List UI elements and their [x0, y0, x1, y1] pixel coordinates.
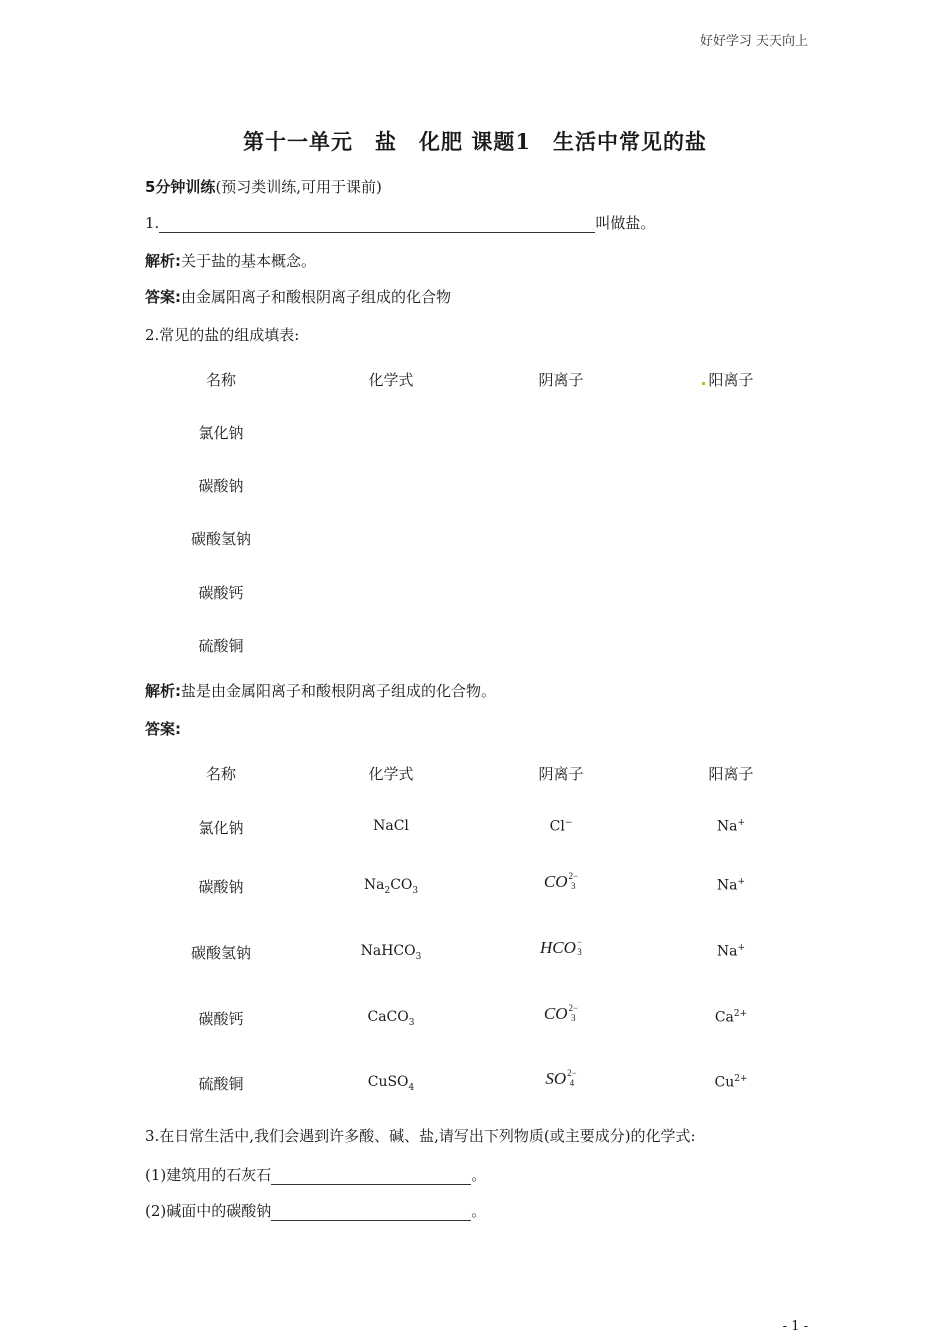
section-note: (预习类训练,可用于课前): [215, 178, 382, 196]
answer-header-cation: 阳离子: [708, 765, 754, 783]
question-2: 2.常见的盐的组成填表:: [145, 326, 300, 344]
answer-label: 答案:: [145, 720, 181, 738]
answer-row-formula: NaHCO$_3$: [360, 943, 422, 962]
q1-number: 1.: [145, 214, 160, 232]
analysis-label: 解析:: [145, 252, 181, 270]
answer-row-formula: $Na_2CO_3$: [363, 877, 419, 896]
question-1: [145, 212, 655, 233]
q2-analysis: [145, 680, 496, 701]
q3-blank-1[interactable]: [271, 1168, 471, 1185]
answer-row-name: 碳酸钠: [198, 878, 244, 896]
stray-mark: [702, 382, 705, 385]
table-row-name: 碳酸氢钠: [190, 530, 251, 548]
answer-row-cation: Na+: [716, 943, 746, 960]
table-header-name: 名称: [205, 371, 236, 389]
table-header-formula: 化学式: [368, 371, 414, 389]
q1-tail: 叫做盐。: [595, 214, 656, 232]
section-label: 5分钟训练: [145, 178, 216, 196]
answer-text: 由金属阳离子和酸根阴离子组成的化合物: [181, 288, 452, 306]
page-number: - 1 -: [782, 1319, 808, 1334]
answer-row-cation: Na+: [716, 818, 746, 835]
q3-item-2: (2)碱面中的碳酸钠 。: [145, 1202, 487, 1220]
analysis-text: 盐是由金属阳离子和酸根阴离子组成的化合物。: [181, 682, 497, 700]
answer-row-name: 硫酸铜: [198, 1075, 244, 1093]
q1-answer: [145, 286, 451, 307]
answer-header-name: 名称: [205, 765, 236, 783]
analysis-label: 解析:: [145, 682, 181, 700]
answer-row-formula: CaCO$_3$: [367, 1009, 415, 1028]
answer-row-anion: CO 2− 3: [543, 871, 579, 891]
q1-blank[interactable]: [159, 216, 595, 233]
table-row-name: 碳酸钠: [198, 477, 244, 495]
table-row-name: 硫酸铜: [198, 637, 244, 655]
table-header-cation: 阳离子: [708, 371, 754, 389]
answer-row-name: 碳酸钙: [198, 1010, 244, 1028]
answer-row-cation: Na+: [716, 877, 746, 894]
q2-answer-label: [145, 718, 181, 739]
page-title: 第十一单元 盐 化肥 课题1 生活中常见的盐: [243, 129, 707, 154]
answer-row-formula: NaCl: [373, 818, 409, 834]
answer-row-formula: CuSO$_4$: [367, 1074, 415, 1093]
q1-analysis: [145, 250, 316, 271]
q3-item-1: (1)建筑用的石灰石 。: [145, 1166, 487, 1184]
table-header-anion: 阴离子: [538, 371, 584, 389]
answer-row-anion: Cl−: [549, 818, 573, 835]
answer-header-formula: 化学式: [368, 765, 414, 783]
answer-row-anion: CO 2− 3: [543, 1003, 579, 1023]
answer-row-cation: $Cu^{2+}$: [714, 1074, 748, 1091]
q3-blank-2[interactable]: [271, 1204, 471, 1221]
answer-row-name: 碳酸氢钠: [190, 944, 251, 962]
question-3: 3.在日常生活中,我们会遇到许多酸、碱、盐,请写出下列物质(或主要成分)的化学式:: [145, 1127, 696, 1145]
answer-row-anion: SO 2− 4: [545, 1068, 577, 1088]
answer-row-anion: HCO − 3: [540, 937, 582, 957]
section-heading: [145, 176, 382, 197]
answer-header-anion: 阴离子: [538, 765, 584, 783]
table-row-name: 氯化钠: [198, 424, 244, 442]
analysis-text: 关于盐的基本概念。: [181, 252, 317, 270]
answer-row-name: 氯化钠: [198, 819, 244, 837]
table-row-name: 碳酸钙: [198, 584, 244, 602]
answer-label: 答案:: [145, 288, 181, 306]
answer-row-cation: $Ca^{2+}$: [714, 1009, 748, 1026]
page-header: 好好学习 天天向上: [699, 34, 808, 49]
